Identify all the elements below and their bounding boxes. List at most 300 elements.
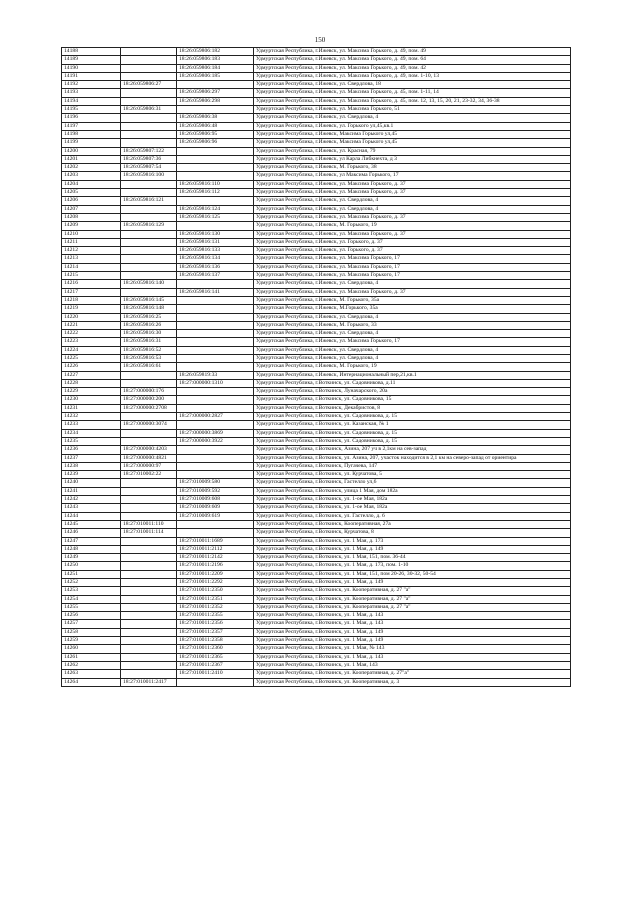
cadastral-number-cell bbox=[121, 653, 177, 661]
related-cadastral-number-cell: 18:27:010009:619 bbox=[177, 512, 254, 520]
row-number-cell: 14232 bbox=[62, 413, 121, 421]
row-number-cell: 14190 bbox=[62, 64, 121, 72]
related-cadastral-number-cell bbox=[177, 81, 254, 89]
cadastral-number-cell: 18:27:000000:176 bbox=[121, 388, 177, 396]
table-row bbox=[62, 570, 571, 578]
address-cell: Удмуртская Республика, г.Ижевск, ул. Максима Горького, д. 45, пом. 1-11, 14 bbox=[254, 89, 571, 97]
table-row bbox=[62, 130, 571, 138]
cadastral-number-cell bbox=[121, 595, 177, 603]
table-row bbox=[62, 164, 571, 172]
table-row bbox=[62, 512, 571, 520]
row-number-cell: 14262 bbox=[62, 661, 121, 669]
related-cadastral-number-cell bbox=[177, 313, 254, 321]
cadastral-number-cell bbox=[121, 479, 177, 487]
cadastral-number-cell bbox=[121, 612, 177, 620]
table-row bbox=[62, 114, 571, 122]
related-cadastral-number-cell: 18:26:059819:33 bbox=[177, 371, 254, 379]
related-cadastral-number-cell bbox=[177, 678, 254, 686]
address-cell: Удмуртская Республика, г.Воткинск, ул. 1 Мая, д. 149 bbox=[254, 545, 571, 553]
address-cell: Удмуртская Республика, г.Ижевск, ул. Максима Горького, 17 bbox=[254, 255, 571, 263]
table-row bbox=[62, 595, 571, 603]
table-row bbox=[62, 413, 571, 421]
related-cadastral-number-cell: 18:27:010011:2142 bbox=[177, 554, 254, 562]
cadastral-number-cell: 18:26:059816:61 bbox=[121, 363, 177, 371]
related-cadastral-number-cell: 18:26:059816:136 bbox=[177, 263, 254, 271]
cadastral-number-cell: 18:27:010011:2417 bbox=[121, 678, 177, 686]
cadastral-number-cell bbox=[121, 487, 177, 495]
table-row bbox=[62, 454, 571, 462]
cadastral-number-cell bbox=[121, 238, 177, 246]
cadastral-number-cell: 18:27:010011:114 bbox=[121, 529, 177, 537]
cadastral-number-cell: 18:26:059807:36 bbox=[121, 155, 177, 163]
cadastral-number-cell: 18:27:010002:22 bbox=[121, 471, 177, 479]
address-cell: Удмуртская Республика, г.Воткинск, ул. Кооперативная, д. 27"а" bbox=[254, 670, 571, 678]
related-cadastral-number-cell bbox=[177, 520, 254, 528]
table-row bbox=[62, 363, 571, 371]
cadastral-number-cell bbox=[121, 545, 177, 553]
cadastral-number-cell bbox=[121, 554, 177, 562]
cadastral-number-cell bbox=[121, 579, 177, 587]
related-cadastral-number-cell bbox=[177, 164, 254, 172]
address-cell: Удмуртская Республика, г.Воткинск, ул. 1-ое Мая, 182а bbox=[254, 504, 571, 512]
related-cadastral-number-cell: 18:27:010011:2356 bbox=[177, 620, 254, 628]
table-row bbox=[62, 520, 571, 528]
row-number-cell: 14254 bbox=[62, 595, 121, 603]
table-row bbox=[62, 172, 571, 180]
address-cell: Удмуртская Республика, г.Ижевск, ул. Свердлова, 4 bbox=[254, 197, 571, 205]
row-number-cell: 14202 bbox=[62, 164, 121, 172]
cadastral-number-cell bbox=[121, 413, 177, 421]
table-row bbox=[62, 89, 571, 97]
cadastral-number-cell bbox=[121, 379, 177, 387]
row-number-cell: 14204 bbox=[62, 180, 121, 188]
related-cadastral-number-cell bbox=[177, 280, 254, 288]
row-number-cell: 14230 bbox=[62, 396, 121, 404]
table-row bbox=[62, 272, 571, 280]
row-number-cell: 14264 bbox=[62, 678, 121, 686]
table-row bbox=[62, 670, 571, 678]
cadastral-number-cell bbox=[121, 56, 177, 64]
cadastral-number-cell bbox=[121, 562, 177, 570]
related-cadastral-number-cell bbox=[177, 388, 254, 396]
cadastral-number-cell: 18:26:059816:145 bbox=[121, 296, 177, 304]
cadastral-number-cell bbox=[121, 263, 177, 271]
cadastral-number-cell bbox=[121, 247, 177, 255]
table-row bbox=[62, 338, 571, 346]
address-cell: Удмуртская Республика, г.Ижевск, ул. Горького, д. 37 bbox=[254, 247, 571, 255]
table-row bbox=[62, 587, 571, 595]
address-cell: Удмуртская Республика, г.Воткинск, ул. 1 Мая, д. 173 bbox=[254, 537, 571, 545]
row-number-cell: 14234 bbox=[62, 429, 121, 437]
row-number-cell: 14263 bbox=[62, 670, 121, 678]
table-row bbox=[62, 653, 571, 661]
row-number-cell: 14207 bbox=[62, 205, 121, 213]
address-cell: Удмуртская Республика, г.Воткинск, ул. Кооперативная, д. 3 bbox=[254, 678, 571, 686]
address-cell: Удмуртская Республика, г.Ижевск, ул Максима Горького, 17 bbox=[254, 172, 571, 180]
address-cell: Удмуртская Республика, г.Ижевск, М. Горького, 35а bbox=[254, 296, 571, 304]
address-cell: Удмуртская Республика, г.Ижевск, Интернациональный пер,21,кв.1 bbox=[254, 371, 571, 379]
table-row bbox=[62, 255, 571, 263]
address-cell: Удмуртская Республика, г.Воткинск, ул. Садовникова, д. 15 bbox=[254, 429, 571, 437]
related-cadastral-number-cell: 18:27:010011:2357 bbox=[177, 628, 254, 636]
table-row bbox=[62, 354, 571, 362]
property-table bbox=[61, 47, 571, 687]
row-number-cell: 14222 bbox=[62, 330, 121, 338]
table-row bbox=[62, 421, 571, 429]
address-cell: Удмуртская Республика, г.Ижевск, ул. Максима Горького, д. 37 bbox=[254, 288, 571, 296]
table-row bbox=[62, 545, 571, 553]
table-row bbox=[62, 446, 571, 454]
related-cadastral-number-cell bbox=[177, 462, 254, 470]
address-cell: Удмуртская Республика, г.Ижевск, ул. Максима Горького, 17 bbox=[254, 272, 571, 280]
row-number-cell: 14211 bbox=[62, 238, 121, 246]
related-cadastral-number-cell bbox=[177, 222, 254, 230]
cadastral-number-cell: 18:26:059816:30 bbox=[121, 330, 177, 338]
row-number-cell: 14257 bbox=[62, 620, 121, 628]
address-cell: Удмуртская Республика, г.Ижевск, ул. Максима Горького, д. 37 bbox=[254, 189, 571, 197]
row-number-cell: 14221 bbox=[62, 321, 121, 329]
related-cadastral-number-cell: 18:27:010011:2209 bbox=[177, 570, 254, 578]
address-cell: Удмуртская Республика, г.Воткинск, ул. Кооперативная, д. 27 "а" bbox=[254, 603, 571, 611]
address-cell: Удмуртская Республика, г.Ижевск, Максима Горького ул,45 bbox=[254, 130, 571, 138]
cadastral-number-cell: 18:27:010011:110 bbox=[121, 520, 177, 528]
row-number-cell: 14236 bbox=[62, 446, 121, 454]
cadastral-number-cell bbox=[121, 64, 177, 72]
related-cadastral-number-cell: 18:26:059806:95 bbox=[177, 130, 254, 138]
address-cell: Удмуртская Республика, г.Воткинск, ул. 1 Мая, д. 143 bbox=[254, 653, 571, 661]
related-cadastral-number-cell: 18:26:059806:297 bbox=[177, 89, 254, 97]
table-row bbox=[62, 213, 571, 221]
address-cell: Удмуртская Республика, г.Воткинск, ул. Гастелло, д. 6 bbox=[254, 512, 571, 520]
related-cadastral-number-cell: 18:26:059816:130 bbox=[177, 230, 254, 238]
table-row bbox=[62, 205, 571, 213]
address-cell: Удмуртская Республика, г.Воткинск, Курчатова, 8 bbox=[254, 529, 571, 537]
row-number-cell: 14194 bbox=[62, 97, 121, 105]
cadastral-number-cell bbox=[121, 130, 177, 138]
related-cadastral-number-cell: 18:27:010009:609 bbox=[177, 504, 254, 512]
row-number-cell: 14259 bbox=[62, 637, 121, 645]
related-cadastral-number-cell bbox=[177, 471, 254, 479]
table-row bbox=[62, 487, 571, 495]
related-cadastral-number-cell: 18:26:059816:137 bbox=[177, 272, 254, 280]
row-number-cell: 14231 bbox=[62, 404, 121, 412]
address-cell: Удмуртская Республика, г.Воткинск, ул. 1 Мая, № 143 bbox=[254, 645, 571, 653]
cadastral-number-cell bbox=[121, 230, 177, 238]
row-number-cell: 14191 bbox=[62, 72, 121, 80]
address-cell: Удмуртская Республика, г.Воткинск, ул. 1 Мая, д. 149 bbox=[254, 637, 571, 645]
table-row bbox=[62, 404, 571, 412]
related-cadastral-number-cell bbox=[177, 354, 254, 362]
address-cell: Удмуртская Республика, г.Ижевск, М. Горького, 33 bbox=[254, 321, 571, 329]
address-cell: Удмуртская Республика, г.Воткинск, Гастелло ул,6 bbox=[254, 479, 571, 487]
related-cadastral-number-cell: 18:27:010011:1689 bbox=[177, 537, 254, 545]
related-cadastral-number-cell: 18:27:010011:2112 bbox=[177, 545, 254, 553]
row-number-cell: 14198 bbox=[62, 130, 121, 138]
table-row bbox=[62, 579, 571, 587]
related-cadastral-number-cell bbox=[177, 446, 254, 454]
related-cadastral-number-cell bbox=[177, 454, 254, 462]
cadastral-number-cell: 18:26:059807:122 bbox=[121, 147, 177, 155]
table-row bbox=[62, 106, 571, 114]
cadastral-number-cell bbox=[121, 97, 177, 105]
table-row bbox=[62, 462, 571, 470]
row-number-cell: 14244 bbox=[62, 512, 121, 520]
cadastral-number-cell bbox=[121, 213, 177, 221]
row-number-cell: 14256 bbox=[62, 612, 121, 620]
cadastral-number-cell bbox=[121, 89, 177, 97]
related-cadastral-number-cell: 18:27:010011:2367 bbox=[177, 661, 254, 669]
related-cadastral-number-cell: 18:27:010011:2350 bbox=[177, 587, 254, 595]
address-cell: Удмуртская Республика, г.Ижевск, ул. Максима Горького, 17 bbox=[254, 338, 571, 346]
related-cadastral-number-cell: 18:27:010011:2358 bbox=[177, 637, 254, 645]
related-cadastral-number-cell: 18:27:010011:2292 bbox=[177, 579, 254, 587]
cadastral-number-cell: 18:27:000000:2708 bbox=[121, 404, 177, 412]
table-row bbox=[62, 346, 571, 354]
cadastral-number-cell: 18:27:000000:97 bbox=[121, 462, 177, 470]
table-row bbox=[62, 437, 571, 445]
row-number-cell: 14200 bbox=[62, 147, 121, 155]
table-row bbox=[62, 180, 571, 188]
table-row bbox=[62, 645, 571, 653]
table-row bbox=[62, 296, 571, 304]
address-cell: Удмуртская Республика, г.Ижевск, ул. Максима Горького, д. 37 bbox=[254, 213, 571, 221]
row-number-cell: 14247 bbox=[62, 537, 121, 545]
row-number-cell: 14215 bbox=[62, 272, 121, 280]
related-cadastral-number-cell: 18:26:059806:184 bbox=[177, 64, 254, 72]
row-number-cell: 14227 bbox=[62, 371, 121, 379]
row-number-cell: 14199 bbox=[62, 139, 121, 147]
address-cell: Удмуртская Республика, г.Ижевск, М.Горького, 35а bbox=[254, 305, 571, 313]
related-cadastral-number-cell bbox=[177, 172, 254, 180]
related-cadastral-number-cell bbox=[177, 305, 254, 313]
cadastral-number-cell bbox=[121, 620, 177, 628]
row-number-cell: 14225 bbox=[62, 354, 121, 362]
address-cell: Удмуртская Республика, г.Воткинск, улица 1 Мая, дом 182а bbox=[254, 487, 571, 495]
cadastral-number-cell bbox=[121, 48, 177, 56]
address-cell: Удмуртская Республика, г.Воткинск, ул. Азина, 207, участок находится в 2,1 км на северо-запад от ориентира bbox=[254, 454, 571, 462]
cadastral-number-cell: 18:26:059816:26 bbox=[121, 321, 177, 329]
table-row bbox=[62, 97, 571, 105]
related-cadastral-number-cell bbox=[177, 106, 254, 114]
table-row bbox=[62, 155, 571, 163]
table-row bbox=[62, 620, 571, 628]
cadastral-number-cell bbox=[121, 180, 177, 188]
cadastral-number-cell bbox=[121, 437, 177, 445]
table-row bbox=[62, 247, 571, 255]
related-cadastral-number-cell: 18:26:059806:48 bbox=[177, 122, 254, 130]
table-row bbox=[62, 537, 571, 545]
address-cell: Удмуртская Республика, г.Воткинск, Луначарского, 20а bbox=[254, 388, 571, 396]
page-number: 150 bbox=[314, 36, 326, 44]
row-number-cell: 14258 bbox=[62, 628, 121, 636]
cadastral-number-cell: 18:27:000000:4203 bbox=[121, 446, 177, 454]
address-cell: Удмуртская Республика, г.Ижевск, ул. Максима Горького, 51 bbox=[254, 106, 571, 114]
table-row bbox=[62, 612, 571, 620]
related-cadastral-number-cell bbox=[177, 147, 254, 155]
address-cell: Удмуртская Республика, г.Ижевск, ул. Максима Горького, д. 49, пом. 1-10, 13 bbox=[254, 72, 571, 80]
table-row bbox=[62, 529, 571, 537]
row-number-cell: 14214 bbox=[62, 263, 121, 271]
related-cadastral-number-cell: 18:27:010009:580 bbox=[177, 479, 254, 487]
row-number-cell: 14217 bbox=[62, 288, 121, 296]
address-cell: Удмуртская Республика, г.Ижевск, ул. Свердлова, 4 bbox=[254, 330, 571, 338]
related-cadastral-number-cell bbox=[177, 296, 254, 304]
cadastral-number-cell: 18:27:000000:200 bbox=[121, 396, 177, 404]
address-cell: Удмуртская Республика, г.Ижевск, ул. Максима Горького, д. 45, пом. 12, 13, 15, 20, 21, 23-32, 34, 36-38 bbox=[254, 97, 571, 105]
address-cell: Удмуртская Республика, г.Воткинск, ул. 1 Мая, 143 bbox=[254, 661, 571, 669]
cadastral-number-cell: 18:26:059806:27 bbox=[121, 81, 177, 89]
address-cell: Удмуртская Республика, г.Воткинск, ул. Курчатова, 5 bbox=[254, 471, 571, 479]
address-cell: Удмуртская Республика, г.Ижевск, ул. Горького, д. 37 bbox=[254, 238, 571, 246]
related-cadastral-number-cell bbox=[177, 346, 254, 354]
row-number-cell: 14246 bbox=[62, 529, 121, 537]
cadastral-number-cell bbox=[121, 371, 177, 379]
cadastral-number-cell bbox=[121, 603, 177, 611]
address-cell: Удмуртская Республика, г.Ижевск, ул. Свердлова, 4 bbox=[254, 354, 571, 362]
related-cadastral-number-cell: 18:27:000000:2827 bbox=[177, 413, 254, 421]
table-row bbox=[62, 288, 571, 296]
row-number-cell: 14205 bbox=[62, 189, 121, 197]
address-cell: Удмуртская Республика, г.Воткинск, Кооперативная, 27а bbox=[254, 520, 571, 528]
row-number-cell: 14260 bbox=[62, 645, 121, 653]
table-row bbox=[62, 504, 571, 512]
table-row bbox=[62, 72, 571, 80]
related-cadastral-number-cell: 18:26:059816:124 bbox=[177, 205, 254, 213]
row-number-cell: 14213 bbox=[62, 255, 121, 263]
cadastral-number-cell: 18:26:059816:100 bbox=[121, 172, 177, 180]
table-row bbox=[62, 230, 571, 238]
table-row bbox=[62, 321, 571, 329]
address-cell: Удмуртская Республика, г.Ижевск, М. Горького, 38 bbox=[254, 164, 571, 172]
row-number-cell: 14220 bbox=[62, 313, 121, 321]
related-cadastral-number-cell: 18:27:010009:608 bbox=[177, 496, 254, 504]
cadastral-number-cell bbox=[121, 628, 177, 636]
table-row bbox=[62, 197, 571, 205]
address-cell: Удмуртская Республика, г.Ижевск, ул. Свердлова, 4 bbox=[254, 280, 571, 288]
table-row bbox=[62, 628, 571, 636]
address-cell: Удмуртская Республика, г.Ижевск, ул. Свердлова, 4 bbox=[254, 205, 571, 213]
cadastral-number-cell bbox=[121, 205, 177, 213]
address-cell: Удмуртская Республика, г.Воткинск, ул. 1 Мая, 151, пом 20-26, 30-32, 50-54 bbox=[254, 570, 571, 578]
address-cell: Удмуртская Республика, г.Ижевск, ул. Максима Горького, д. 37 bbox=[254, 180, 571, 188]
row-number-cell: 14196 bbox=[62, 114, 121, 122]
related-cadastral-number-cell: 18:26:059806:96 bbox=[177, 139, 254, 147]
table-row bbox=[62, 554, 571, 562]
row-number-cell: 14237 bbox=[62, 454, 121, 462]
table-row bbox=[62, 330, 571, 338]
address-cell: Удмуртская Республика, г.Ижевск, М. Горького, 19 bbox=[254, 363, 571, 371]
address-cell: Удмуртская Республика, г.Ижевск, ул. Максима Горького, д. 49, пом. 64 bbox=[254, 56, 571, 64]
cadastral-number-cell: 18:26:059816:25 bbox=[121, 313, 177, 321]
cadastral-number-cell bbox=[121, 122, 177, 130]
row-number-cell: 14261 bbox=[62, 653, 121, 661]
address-cell: Удмуртская Республика, г.Ижевск, ул. Максима Горького, 17 bbox=[254, 263, 571, 271]
row-number-cell: 14216 bbox=[62, 280, 121, 288]
table-row bbox=[62, 305, 571, 313]
address-cell: Удмуртская Республика, г.Воткинск, ул. Садовникова, д. 15 bbox=[254, 413, 571, 421]
cadastral-number-cell: 18:26:059816:52 bbox=[121, 346, 177, 354]
address-cell: Удмуртская Республика, г.Ижевск, ул. Красная, 79 bbox=[254, 147, 571, 155]
address-cell: Удмуртская Республика, г.Ижевск, ул. Максима Горького, д. 37 bbox=[254, 230, 571, 238]
row-number-cell: 14206 bbox=[62, 197, 121, 205]
cadastral-number-cell bbox=[121, 504, 177, 512]
address-cell: Удмуртская Республика, г.Воткинск, ул. 1 Мая, д. 173, пом. 1-10 bbox=[254, 562, 571, 570]
related-cadastral-number-cell bbox=[177, 197, 254, 205]
cadastral-number-cell: 18:26:059806:31 bbox=[121, 106, 177, 114]
row-number-cell: 14245 bbox=[62, 520, 121, 528]
related-cadastral-number-cell bbox=[177, 529, 254, 537]
related-cadastral-number-cell: 18:26:059816:112 bbox=[177, 189, 254, 197]
cadastral-number-cell bbox=[121, 139, 177, 147]
address-cell: Удмуртская Республика, г.Воткинск, ул. 1 Мая, д. 143 bbox=[254, 612, 571, 620]
row-number-cell: 14218 bbox=[62, 296, 121, 304]
related-cadastral-number-cell: 18:26:059806:185 bbox=[177, 72, 254, 80]
cadastral-number-cell bbox=[121, 288, 177, 296]
row-number-cell: 14192 bbox=[62, 81, 121, 89]
cadastral-number-cell: 18:26:059816:129 bbox=[121, 222, 177, 230]
cadastral-number-cell: 18:26:059807:54 bbox=[121, 164, 177, 172]
row-number-cell: 14241 bbox=[62, 487, 121, 495]
related-cadastral-number-cell: 18:27:000000:3869 bbox=[177, 429, 254, 437]
cadastral-number-cell bbox=[121, 637, 177, 645]
address-cell: Удмуртская Республика, г.Ижевск, ул. Свердлова, 4 bbox=[254, 114, 571, 122]
address-cell: Удмуртская Республика, г.Воткинск, Азина, 207 уч в 2,1км на сев-запад bbox=[254, 446, 571, 454]
address-cell: Удмуртская Республика, г.Воткинск, ул. Садовникова, д. 15 bbox=[254, 437, 571, 445]
address-cell: Удмуртская Республика, г.Воткинск, ул. 1-ое Мая, 182а bbox=[254, 496, 571, 504]
row-number-cell: 14223 bbox=[62, 338, 121, 346]
table-row bbox=[62, 562, 571, 570]
table-row bbox=[62, 189, 571, 197]
table-row bbox=[62, 471, 571, 479]
related-cadastral-number-cell bbox=[177, 396, 254, 404]
related-cadastral-number-cell: 18:26:059816:110 bbox=[177, 180, 254, 188]
related-cadastral-number-cell: 18:27:010011:2351 bbox=[177, 595, 254, 603]
related-cadastral-number-cell: 18:26:059816:141 bbox=[177, 288, 254, 296]
related-cadastral-number-cell: 18:27:010011:2355 bbox=[177, 612, 254, 620]
row-number-cell: 14203 bbox=[62, 172, 121, 180]
cadastral-number-cell bbox=[121, 429, 177, 437]
row-number-cell: 14193 bbox=[62, 89, 121, 97]
row-number-cell: 14243 bbox=[62, 504, 121, 512]
related-cadastral-number-cell: 18:27:010011:2360 bbox=[177, 645, 254, 653]
table-row bbox=[62, 222, 571, 230]
table-row bbox=[62, 147, 571, 155]
address-cell: Удмуртская Республика, г.Воткинск, Пугачева, 147 bbox=[254, 462, 571, 470]
related-cadastral-number-cell bbox=[177, 155, 254, 163]
row-number-cell: 14242 bbox=[62, 496, 121, 504]
table-row bbox=[62, 263, 571, 271]
cadastral-number-cell: 18:27:000000:4821 bbox=[121, 454, 177, 462]
row-number-cell: 14229 bbox=[62, 388, 121, 396]
cadastral-number-cell bbox=[121, 72, 177, 80]
row-number-cell: 14250 bbox=[62, 562, 121, 570]
cadastral-number-cell bbox=[121, 570, 177, 578]
table-row bbox=[62, 371, 571, 379]
related-cadastral-number-cell: 18:27:000000:3922 bbox=[177, 437, 254, 445]
row-number-cell: 14219 bbox=[62, 305, 121, 313]
row-number-cell: 14249 bbox=[62, 554, 121, 562]
table-row bbox=[62, 64, 571, 72]
row-number-cell: 14188 bbox=[62, 48, 121, 56]
row-number-cell: 14240 bbox=[62, 479, 121, 487]
address-cell: Удмуртская Республика, г.Ижевск, ул. Свердлова, 4 bbox=[254, 313, 571, 321]
table-row bbox=[62, 661, 571, 669]
row-number-cell: 14209 bbox=[62, 222, 121, 230]
address-cell: Удмуртская Республика, г.Ижевск, ул. Максима Горького, д. 49, пом. 42 bbox=[254, 64, 571, 72]
table-row bbox=[62, 379, 571, 387]
table-row bbox=[62, 56, 571, 64]
related-cadastral-number-cell: 18:27:010011:2352 bbox=[177, 603, 254, 611]
